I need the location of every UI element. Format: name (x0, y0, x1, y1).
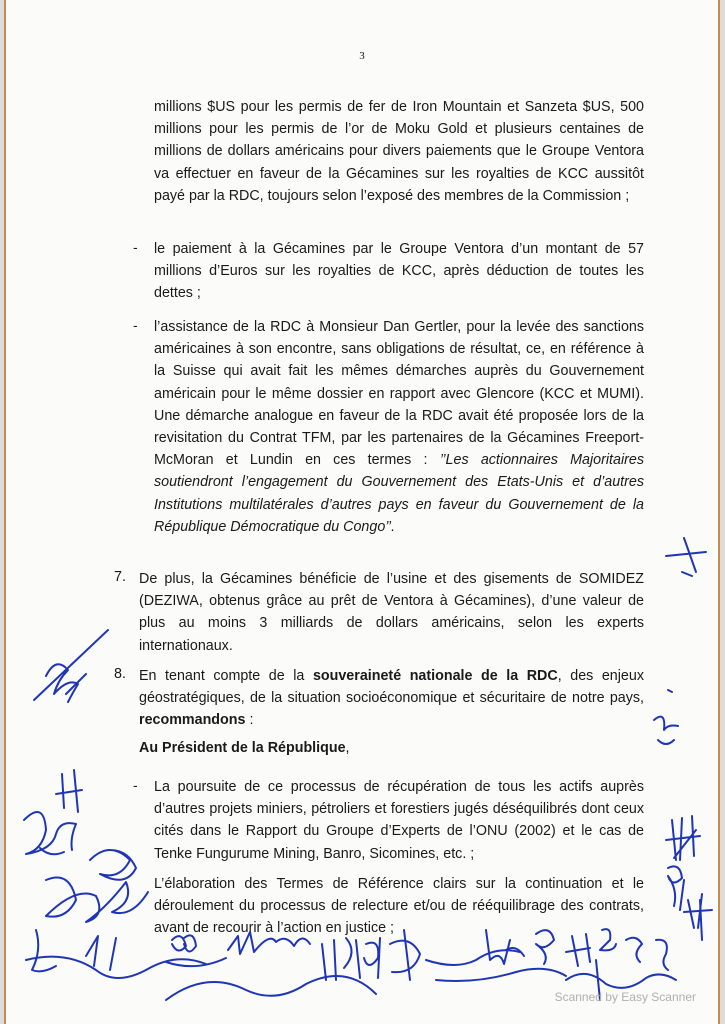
bullet-text: l’assistance de la RDC à Monsieur Dan Gertler, pour la levée des sanctions américaines à son encontre, sans obligations de résultat, ce, en référence à la Suisse qui avait fait les mêmes démarches auprès du Gouvernement américain pour le même dossier en rapport avec Glencore (KCC et MUMI). Une démarche analogue en faveur de la RDC avait été proposée lors de la revisitation du Contrat TFM, par les partenaires de la Gécamines Freeport-McMoran et Lundin en ces termes : (154, 319, 644, 469)
signature-mark (322, 938, 380, 980)
bullet-dash: - (133, 317, 138, 333)
bullet-text: L’élaboration des Termes de Référence clairs sur la continuation et le déroulement du processus de relecture et/ou de rééquilibrage des contrats, avant de recourir à l’action en justice ; (154, 876, 644, 937)
continuation-text: millions $US pour les permis de fer de Iron Mountain et Sanzeta $US, 500 millions pour les permis de l’or de Moku Gold et plusieurs centaines de millions de dollars américains pour divers paiements que le Groupe Ventora va effectuer en faveur de la Gécamines sur les royalties de KCC aussitôt payé par la RDC, toujours selon l’exposé des membres de la Commission ; (154, 99, 644, 204)
signature-mark (390, 930, 420, 980)
bullet-dash: - (133, 777, 138, 793)
bullet-text: le paiement à la Gécamines par le Groupe Ventora d’un montant de 57 millions d’Euros sur les royalties de KCC, après déduction de toutes les dettes ; (154, 241, 644, 302)
item-8-bold-recommend: recommandons (139, 712, 246, 729)
item-8-text: , des enjeux géostratégiques, de la situation socioéconomique et sécuritaire de notre pays, (139, 668, 644, 707)
heading-text: Au Président de la République (139, 740, 346, 756)
initials-mark (684, 894, 712, 928)
margin-check-mark (666, 538, 706, 576)
signature-mark (46, 878, 148, 923)
initials-mark (700, 900, 702, 940)
signature-mark (486, 930, 524, 964)
signature-mark (536, 930, 554, 964)
item-number-8: 8. (114, 666, 126, 682)
initials-mark (34, 630, 108, 702)
item-7-text: De plus, la Gécamines bénéficie de l’usine et des gisements de SOMIDEZ (DEZIWA, obtenus grâce au prêt de Ventora à Gécamines), d’une valeur de plus au moins 3 milliards de dollars américains, selon les experts internationaux. (139, 571, 644, 654)
handwritten-signatures (6, 0, 720, 1024)
signature-mark (166, 976, 376, 1000)
initials-mark (666, 816, 700, 860)
signature-mark (24, 812, 76, 854)
signature-mark (32, 930, 116, 971)
item-8-bold-sovereignty: souveraineté nationale de la RDC (312, 668, 558, 684)
scanner-watermark: Scanned by Easy Scanner (554, 990, 696, 1004)
item-8-text: : (245, 712, 254, 729)
document-page (4, 0, 720, 1024)
bullet-dash: - (133, 239, 138, 255)
quoted-text: ’’Les actionnaires Majoritaires soutiendront l’engagement du Gouvernement des Etats-Unis et d’autres Institutions multilatérales d’autres pays en faveur du Gouvernement de la République Démocratique du Congo’’. (154, 452, 645, 535)
initials-mark (56, 770, 82, 812)
page-number: 3 (359, 50, 365, 62)
signature-mark (626, 938, 668, 970)
heading-comma: , (345, 740, 350, 756)
signature-mark (566, 929, 616, 966)
bullet-text: La poursuite de ce processus de récupération de tous les actifs auprès d’autres projets miniers, pétroliers et forestiers jugés déséquilibrés dont ceux cités dans le Rapport du Groupe d’Experts de l’ONU (2002) et le cas de Tenke Fungurume Mining, Banro, Sicomines, etc. ; (154, 779, 644, 862)
signature-mark (228, 932, 310, 954)
initials-mark (654, 690, 678, 744)
initials-mark (668, 866, 684, 910)
item-number-7: 7. (114, 569, 126, 585)
signature-mark (90, 850, 136, 880)
item-8-text: En tenant compte de la (139, 668, 313, 684)
